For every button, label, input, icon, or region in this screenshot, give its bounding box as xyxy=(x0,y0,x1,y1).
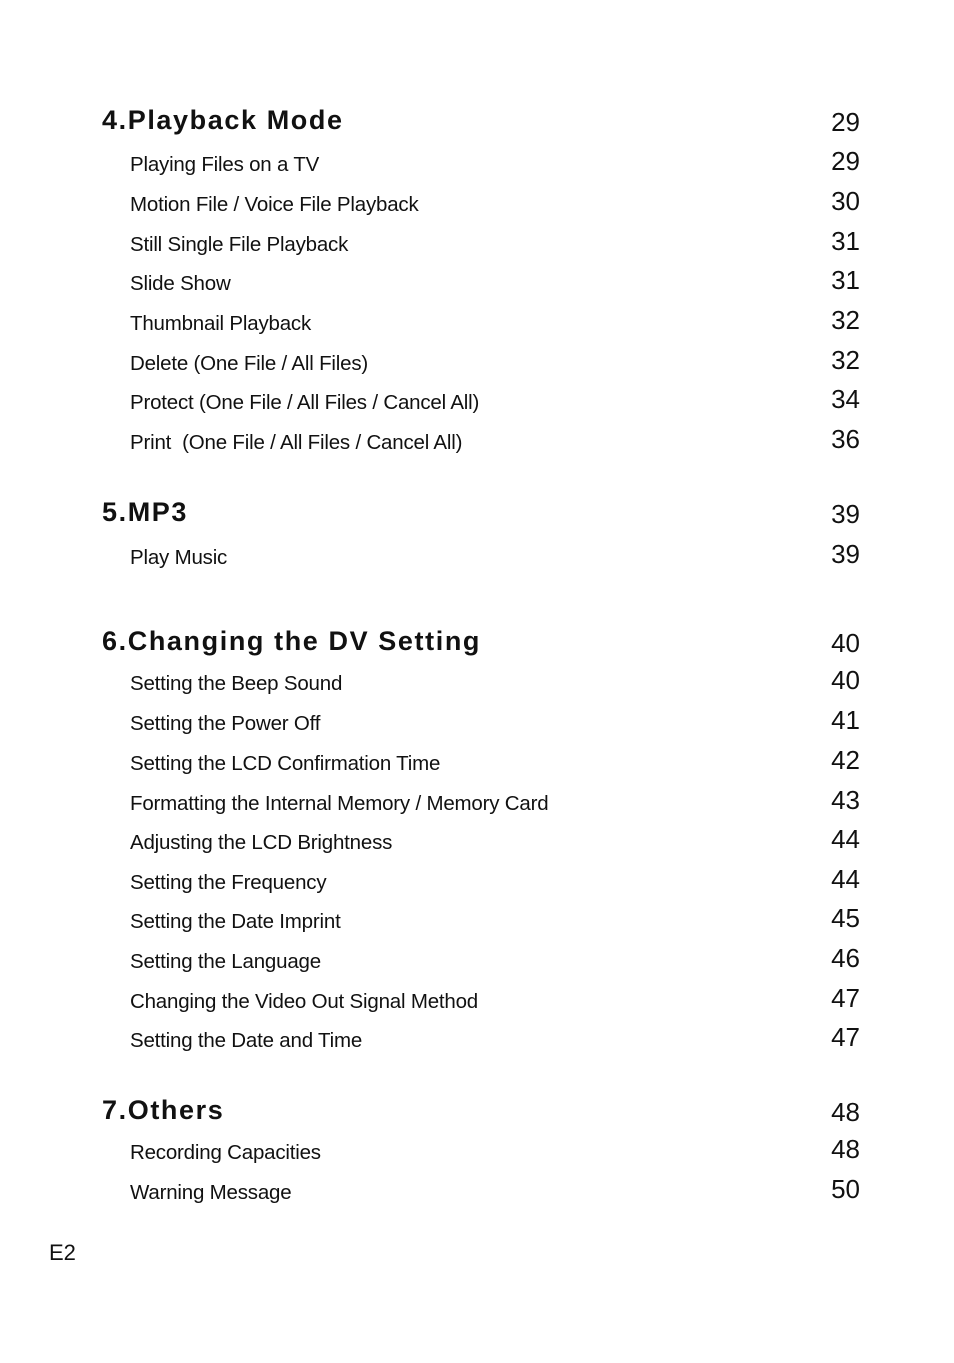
entry-label: Formatting the Internal Memory / Memory Card xyxy=(130,792,549,815)
page-code: E2 xyxy=(49,1240,76,1265)
section-heading-label: 5.MP3 xyxy=(102,497,189,527)
toc-entry[interactable] xyxy=(0,148,954,188)
entry-page-number: 46 xyxy=(831,943,860,973)
toc-entry[interactable] xyxy=(0,347,954,387)
toc-entry[interactable] xyxy=(0,787,954,827)
entry-label: Play Music xyxy=(130,546,228,569)
toc-entry[interactable] xyxy=(0,866,954,906)
entry-page-number: 48 xyxy=(831,1134,860,1164)
entry-page-number: 31 xyxy=(831,265,860,295)
toc-entry[interactable] xyxy=(0,1136,954,1176)
entry-label: Print (One File / All Files / Cancel All) xyxy=(130,431,463,454)
entry-label: Setting the Date Imprint xyxy=(130,910,341,933)
toc-entry[interactable] xyxy=(0,667,954,707)
toc-entry[interactable] xyxy=(0,747,954,787)
toc-entry[interactable] xyxy=(0,541,954,581)
entry-label: Setting the LCD Confirmation Time xyxy=(130,752,441,775)
entry-page-number: 44 xyxy=(831,824,860,854)
toc-section-4-heading[interactable] xyxy=(0,105,954,145)
entry-page-number: 30 xyxy=(831,186,860,216)
entry-label: Playing Files on a TV xyxy=(130,153,320,176)
toc-entry[interactable] xyxy=(0,426,954,466)
entry-label: Setting the Power Off xyxy=(130,712,321,735)
toc-entry[interactable] xyxy=(0,188,954,228)
entry-page-number: 47 xyxy=(831,983,860,1013)
entry-label: Setting the Frequency xyxy=(130,871,327,894)
entry-label: Changing the Video Out Signal Method xyxy=(130,990,479,1013)
entry-label: Still Single File Playback xyxy=(130,233,349,256)
entry-label: Setting the Beep Sound xyxy=(130,672,343,695)
entry-page-number: 45 xyxy=(831,903,860,933)
entry-page-number: 47 xyxy=(831,1022,860,1052)
entry-page-number: 36 xyxy=(831,424,860,454)
entry-page-number: 39 xyxy=(831,539,860,569)
entry-label: Protect (One File / All Files / Cancel All) xyxy=(130,391,480,414)
entry-page-number: 40 xyxy=(831,665,860,695)
entry-label: Thumbnail Playback xyxy=(130,312,311,335)
entry-page-number: 44 xyxy=(831,864,860,894)
entry-page-number: 32 xyxy=(831,345,860,375)
section-page-number: 48 xyxy=(831,1097,860,1127)
entry-label: Motion File / Voice File Playback xyxy=(130,193,419,216)
entry-page-number: 41 xyxy=(831,705,860,735)
entry-label: Setting the Date and Time xyxy=(130,1029,363,1052)
toc-entry[interactable] xyxy=(0,1024,954,1064)
section-page-number: 40 xyxy=(831,628,860,658)
toc-entry[interactable] xyxy=(0,826,954,866)
toc-entry[interactable] xyxy=(0,267,954,307)
entry-page-number: 34 xyxy=(831,384,860,414)
section-heading-label: 6.Changing the DV Setting xyxy=(102,626,482,656)
section-page-number: 29 xyxy=(831,107,860,137)
entry-label: Slide Show xyxy=(130,272,231,295)
toc-entry[interactable] xyxy=(0,386,954,426)
toc-entry[interactable] xyxy=(0,707,954,747)
toc-entry[interactable] xyxy=(0,905,954,945)
entry-label: Recording Capacities xyxy=(130,1141,321,1164)
toc-entry[interactable] xyxy=(0,228,954,268)
entry-label: Warning Message xyxy=(130,1181,292,1204)
toc-entry[interactable] xyxy=(0,307,954,347)
toc-entry[interactable] xyxy=(0,1176,954,1216)
entry-page-number: 50 xyxy=(831,1174,860,1204)
toc-section-5-heading[interactable] xyxy=(0,497,954,537)
entry-page-number: 32 xyxy=(831,305,860,335)
entry-page-number: 42 xyxy=(831,745,860,775)
toc-section-7-heading[interactable] xyxy=(0,1095,954,1135)
entry-page-number: 29 xyxy=(831,146,860,176)
toc-section-6-heading[interactable] xyxy=(0,626,954,666)
toc-entry[interactable] xyxy=(0,985,954,1025)
entry-label: Setting the Language xyxy=(130,950,321,973)
section-heading-label: 4.Playback Mode xyxy=(102,105,344,135)
toc-entry[interactable] xyxy=(0,945,954,985)
entry-page-number: 43 xyxy=(831,785,860,815)
section-heading-label: 7.Others xyxy=(102,1095,225,1125)
section-page-number: 39 xyxy=(831,499,860,529)
entry-label: Adjusting the LCD Brightness xyxy=(130,831,393,854)
entry-label: Delete (One File / All Files) xyxy=(130,352,368,375)
entry-page-number: 31 xyxy=(831,226,860,256)
